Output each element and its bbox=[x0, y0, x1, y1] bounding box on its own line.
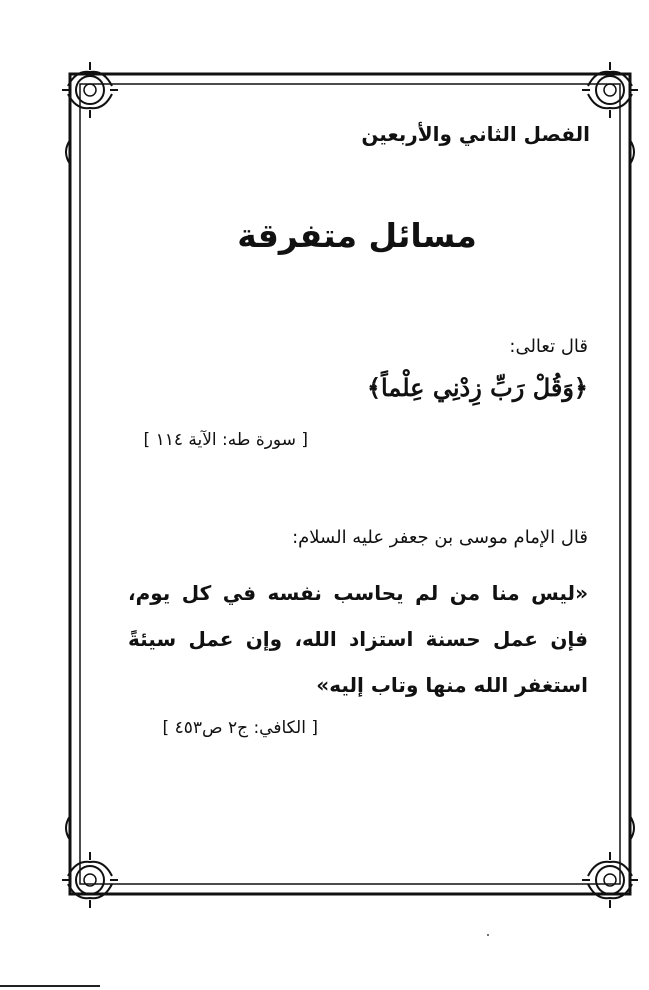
chapter-label: الفصل الثاني والأربعين bbox=[361, 122, 590, 146]
bottom-edge-rule bbox=[0, 985, 100, 987]
quran-reference: [ سورة طه: الآية ١١٤ ] bbox=[143, 430, 308, 450]
chapter-title: مسائل متفرقة bbox=[237, 216, 477, 255]
hadith-quote: «ليس منا من لم يحاسب نفسه في كل يوم، فإن عمل حسنة استزاد الله، وإن عمل سيئةً استغفر الله منها وتاب إليه» bbox=[128, 581, 588, 697]
hadith-intro-text: قال الإمام موسى بن جعفر عليه السلام: bbox=[292, 527, 588, 548]
quran-verse: ﴿وَقُلْ رَبِّ زِدْنِي عِلْماً﴾ bbox=[366, 373, 588, 402]
hadith-reference: [ الكافي: ج٢ ص٤٥٣ ] bbox=[162, 718, 318, 738]
quran-intro-text: قال تعالى: bbox=[509, 336, 588, 357]
page-content bbox=[118, 110, 596, 810]
stray-dot bbox=[487, 934, 489, 936]
